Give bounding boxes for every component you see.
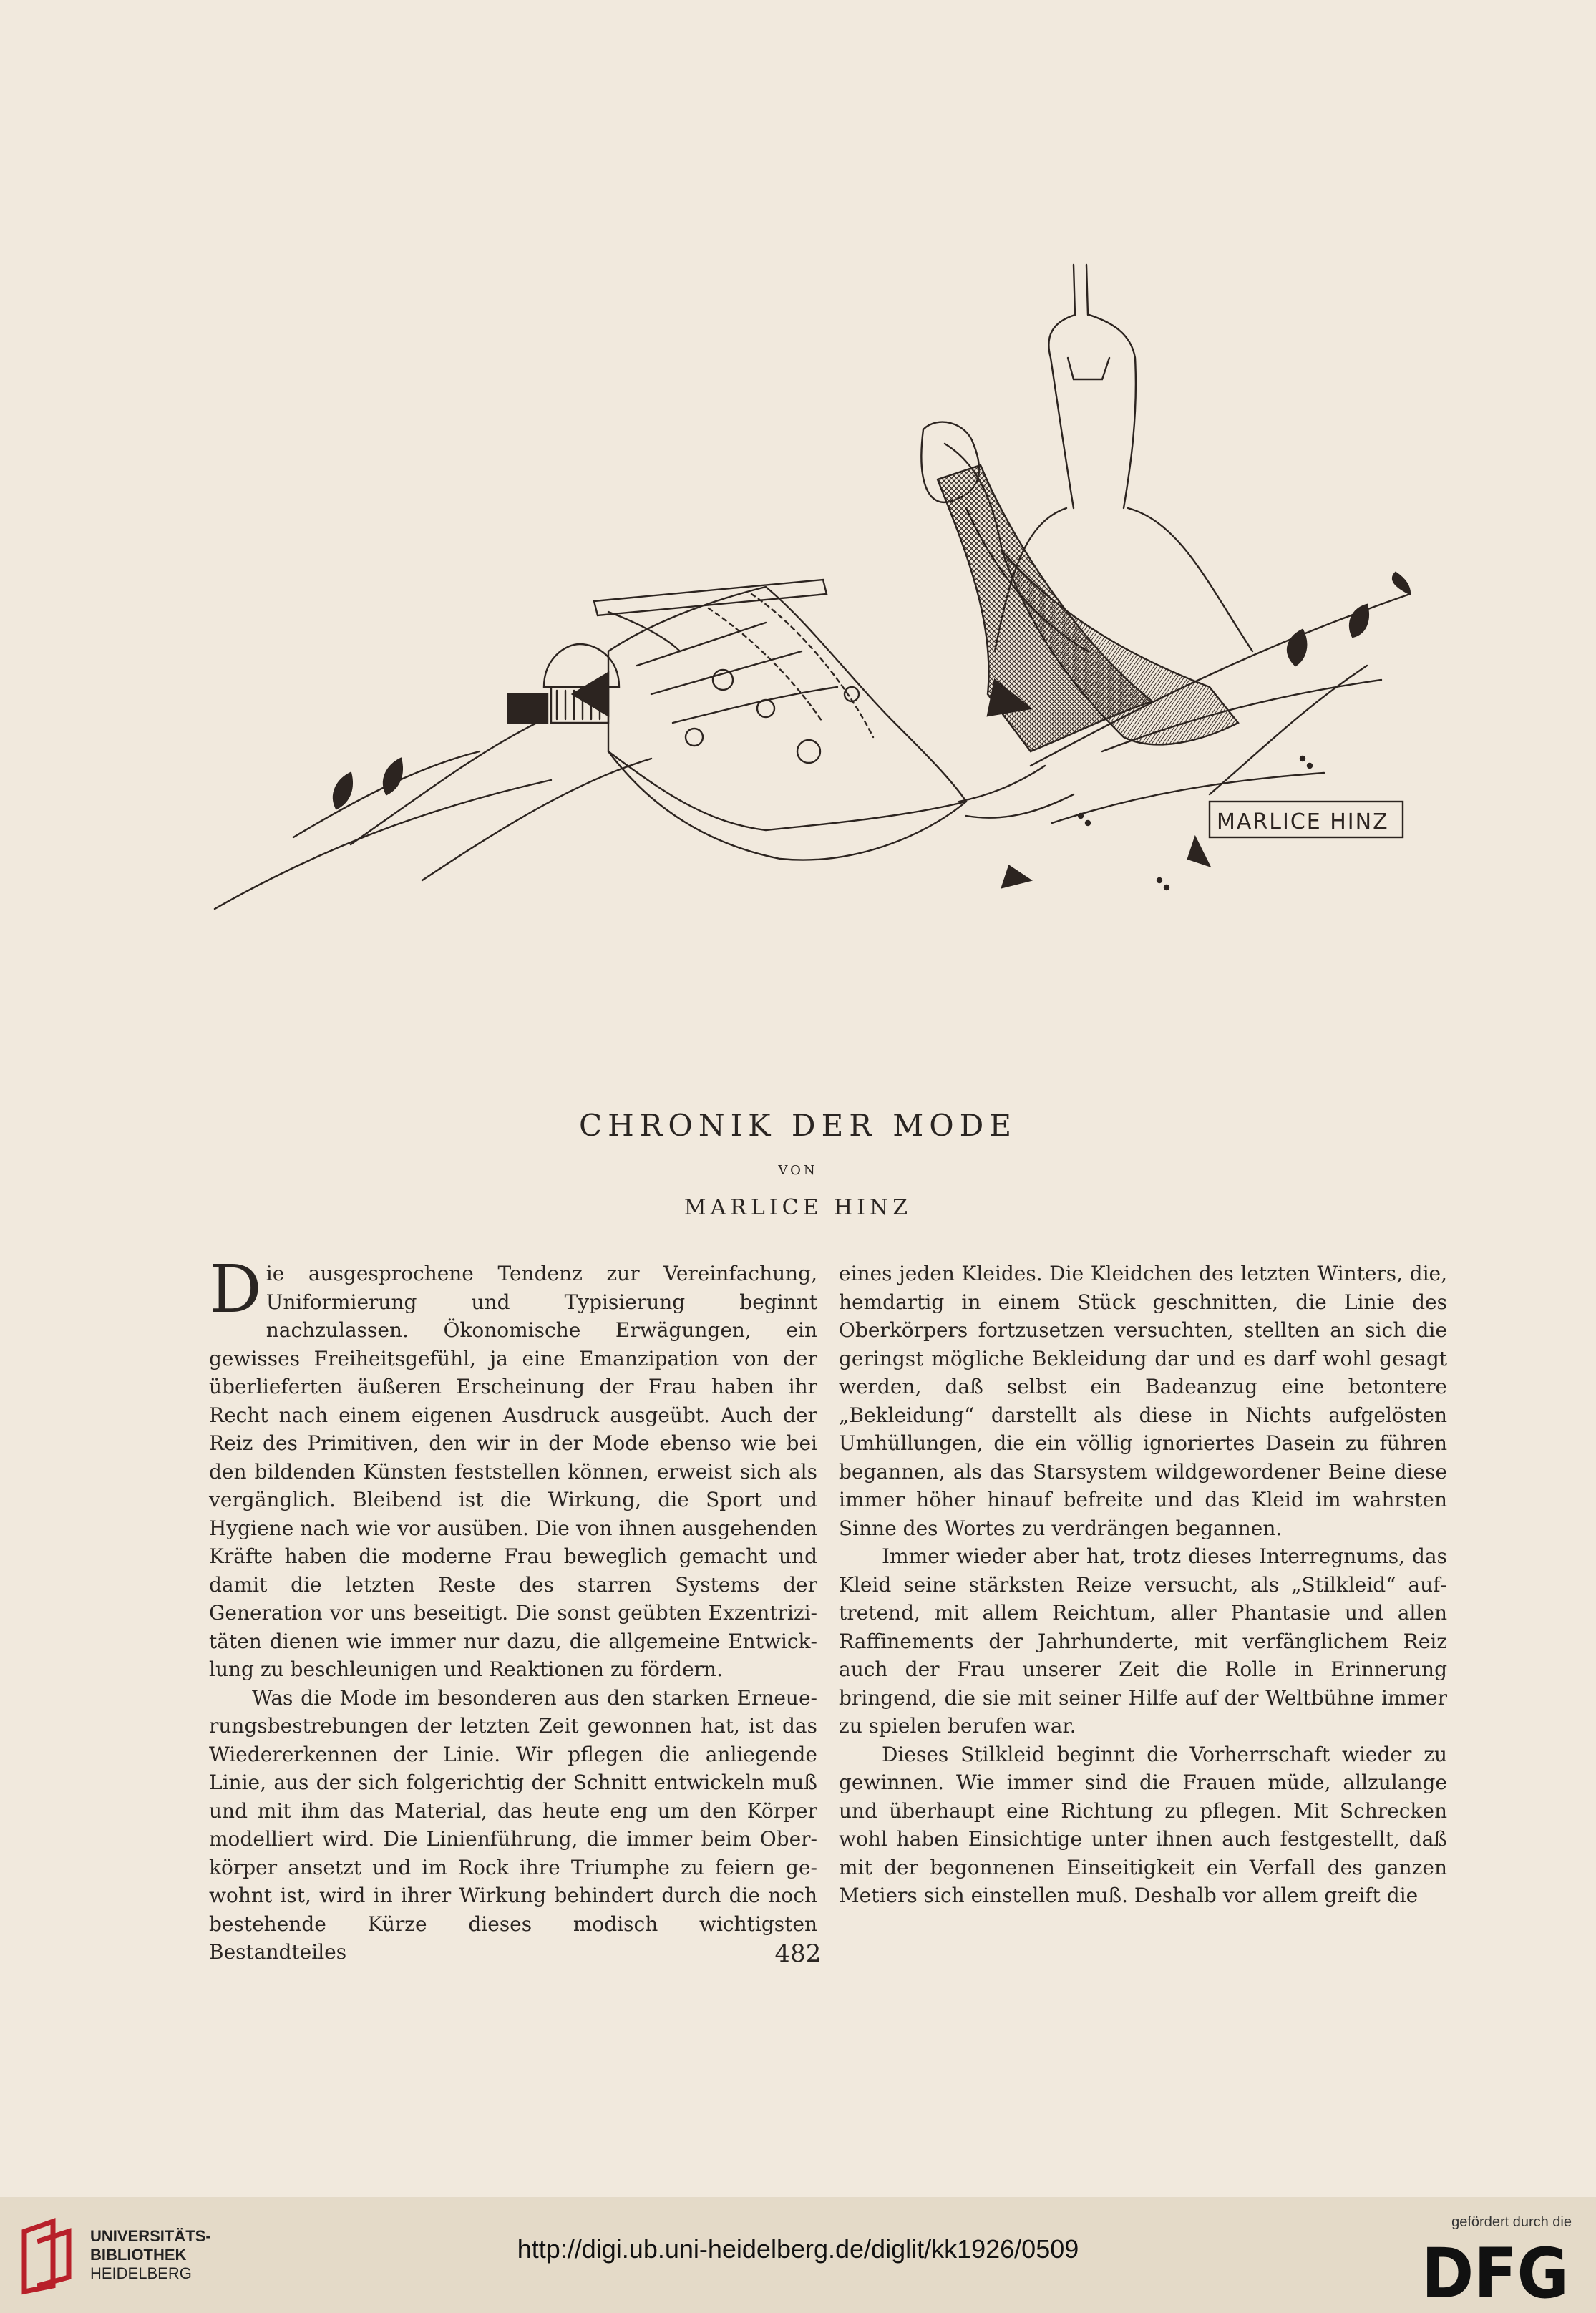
funding-caption: gefördert durch die: [1451, 2214, 1572, 2230]
page-number: 482: [774, 1939, 822, 1968]
right-text-column: [839, 1260, 1447, 1910]
illustration-signature: MARLICE HINZ: [1217, 809, 1389, 834]
left-text-column: [209, 1251, 817, 1967]
paragraph-text: ie ausgesprochene Tendenz zur Vereinfachung, Uniformierung und Typisierung beginnt nachzulassen. Ökonomische Erwägungen, ein gewisses Freiheitsgefühl, ja eine Emanzipation von der überlieferten äußeren Erscheinung der Frau haben ihr Recht nach einem eigenen Ausdruck ausgeübt. Auch der Reiz des Primitiven, den wir in der Mode ebenso wie bei den bildenden Künsten feststellen können, erweist sich als vergänglich. Bleibend ist die Wirkung, die Sport und Hygiene nach wie vor ausüben. Die von ihnen ausgehenden Kräfte haben die moderne Frau beweglich gemacht und damit die letzten Reste des starren Systems der Generation vor uns beseitigt. Die sonst geübten Exzentrizitäten dienen wie immer nur dazu, die allgemeine Entwicklung zu beschleunigen und Reaktionen zu fördern.: [209, 1262, 817, 1681]
dfg-logo-icon[interactable]: [1421, 2239, 1572, 2304]
paragraph: eines jeden Kleides. Die Kleidchen des letzten Winters, die, hemdartig in einem Stück geschnitten, die Linie des Oberkörpers fortzusetzen versuchten, stellten an sich die geringst mögliche Bekleidung dar und es darf wohl gesagt werden, daß selbst ein Badeanzug eine betontere „Bekleidung“ darstellt als diese in Nichts aufgelösten Umhüllungen, die ein völlig ignoriertes Dasein zu führen begannen, als das Starsystem wildgewordener Beine diese immer höher hinauf befreite und das Kleid im wahrsten Sinne des Wortes zu verdrängen begannen.: [839, 1262, 1447, 1540]
paragraph: Immer wieder aber hat, trotz dieses Interregnums, das Kleid seine stärksten Reize versucht, als „Stilkleid“ auftretend, mit allem Reichtum, aller Phantasie und allen Raffinements der Jahrhunderte, mit verfänglichem Reiz auch der Frau unserer Zeit die Rolle in Erinnerung bringend, die sie mit seiner Hilfe auf der Weltbühne immer zu spielen berufen war.: [839, 1544, 1447, 1738]
byline-prefix: VON: [778, 1163, 818, 1178]
library-name-line: BIBLIOTHEK: [90, 2246, 187, 2264]
paragraph: Dieses Stilkleid beginnt die Vorherrschaft wieder zu gewinnen. Wie immer sind die Frauen müde, allzulange und überhaupt eine Richtung zu pflegen. Mit Schrecken wohl haben Einsichtige unter ihnen auch festgestellt, daß mit der begonnenen Einseitigkeit ein Verfall des ganzen Metiers sich einstellen muß. Deshalb vor allem greift die: [839, 1742, 1447, 1907]
article-title: CHRONIK DER MODE: [579, 1108, 1017, 1143]
fashion-illustration: [208, 250, 1446, 973]
source-url-link[interactable]: http://digi.ub.uni-heidelberg.de/diglit/kk1926/0509: [517, 2234, 1079, 2264]
drop-cap: D: [209, 1251, 262, 1328]
dfg-logo-text: DFG: [1421, 2239, 1569, 2304]
author-name: MARLICE HINZ: [683, 1195, 913, 1220]
paragraph: Was die Mode im besonderen aus den starken Erneuerungsbestrebungen der letzten Zeit gewonnen hat, ist das Wiedererkennen der Linie. Wir pflegen die anliegende Linie, aus der sich folgerichtig der Schnitt entwickeln muß und mit ihm das Material, das heute eng um den Körper modelliert wird. Die Linienführung, die immer beim Oberkörper ansetzt und im Rock ihre Triumphe zu feiern gewohnt ist, wird in ihrer Wirkung behindert durch die noch bestehende Kürze dieses modisch wichtigsten Bestandteiles: [209, 1685, 817, 1964]
digitization-footer: [0, 2197, 1596, 2313]
library-name-line: UNIVERSITÄTS-: [90, 2227, 211, 2245]
library-name-line: HEIDELBERG: [90, 2264, 192, 2282]
paragraph: [209, 1251, 817, 1684]
